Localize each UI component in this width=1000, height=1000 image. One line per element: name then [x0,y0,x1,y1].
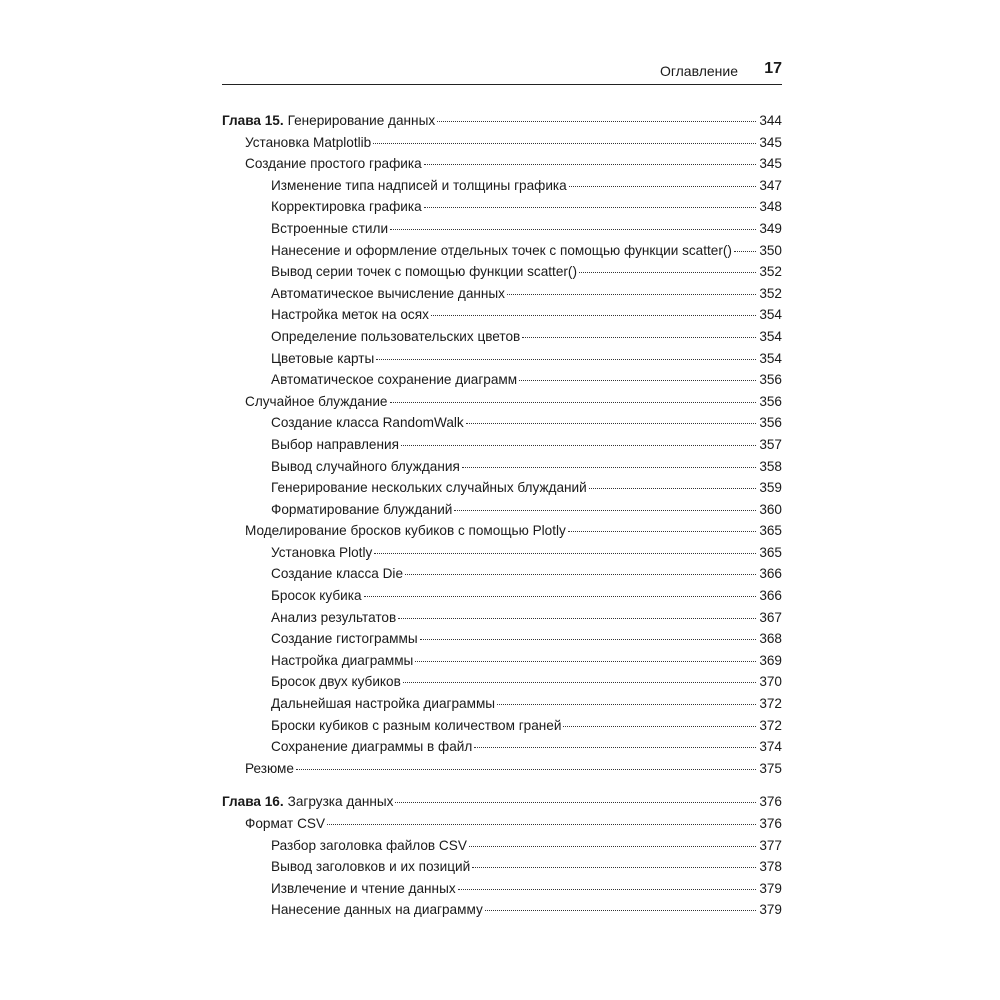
entry-title: Генерирование нескольких случайных блужданий [271,480,587,496]
dot-leader [497,704,756,705]
toc-subsection-entry[interactable] [222,240,782,262]
toc-subsection-entry[interactable] [222,585,782,607]
dot-leader [579,272,756,273]
toc-subsection-entry[interactable] [222,477,782,499]
page-number: 356 [759,415,782,431]
dot-leader [469,846,756,847]
entry-title: Цветовые карты [271,350,375,366]
page-number: 369 [759,652,782,668]
dot-leader [472,867,756,868]
dot-leader [474,747,756,748]
dot-leader [376,359,756,360]
dot-leader [569,186,756,187]
dot-leader [466,423,756,424]
entry-title: Создание класса RandomWalk [271,415,464,431]
dot-leader [431,315,756,316]
entry-title: Установка Plotly [271,544,373,560]
table-of-contents [222,110,782,921]
page-number: 370 [759,674,782,690]
dot-leader [522,337,756,338]
page-number: 345 [759,134,782,150]
toc-subsection-entry[interactable] [222,650,782,672]
page-number: 354 [759,328,782,344]
dot-leader [403,682,756,683]
entry-title: Создание простого графика [245,156,422,172]
running-header [222,58,782,85]
dot-leader [424,207,756,208]
page-number: 376 [759,816,782,831]
page-number: 372 [759,696,782,712]
toc-subsection-entry[interactable] [222,899,782,921]
page-number: 379 [759,880,782,896]
toc-subsection-entry[interactable] [222,412,782,434]
page-number: 349 [759,220,782,236]
dot-leader [519,380,756,381]
dot-leader [420,639,756,640]
entry-title: Настройка меток на осях [271,307,429,323]
page-number: 345 [759,156,782,172]
entry-title: Вывод случайного блуждания [271,458,460,474]
page-number: 358 [759,458,782,474]
entry-title: Формат CSV [245,816,326,831]
page-number: 360 [759,501,782,517]
page-number: 350 [759,242,782,258]
entry-title: Создание класса Die [271,566,404,582]
dot-leader [485,910,756,911]
page-number: 376 [759,794,782,810]
header-page-number: 17 [764,60,782,77]
page-number: 356 [759,372,782,388]
toc-subsection-entry[interactable] [222,196,782,218]
dot-leader [462,467,756,468]
toc-section-entry[interactable] [222,391,782,413]
toc-section-entry[interactable] [222,758,782,780]
toc-subsection-entry[interactable] [222,563,782,585]
dot-leader [401,445,756,446]
toc-subsection-entry[interactable] [222,304,782,326]
toc-subsection-entry[interactable] [222,434,782,456]
toc-chapter-entry[interactable] [222,791,782,813]
entry-title: Корректировка графика [271,199,422,215]
toc-subsection-entry[interactable] [222,261,782,283]
page-number: 352 [759,285,782,301]
page-number: 354 [759,350,782,366]
toc-section-entry[interactable] [222,153,782,175]
chapter-label: Глава 15. [222,113,284,128]
dot-leader [458,889,756,890]
toc-subsection-entry[interactable] [222,628,782,650]
dot-leader [507,294,756,295]
entry-title: Настройка диаграммы [271,652,414,668]
entry-title: Вывод заголовков и их позиций [271,859,471,875]
page-number: 365 [759,523,782,539]
toc-section-entry[interactable] [222,813,782,835]
dot-leader [454,510,756,511]
toc-subsection-entry[interactable] [222,326,782,348]
dot-leader [395,802,756,803]
dot-leader [364,596,756,597]
chapter-gap [222,779,782,791]
page-number: 365 [759,544,782,560]
dot-leader [405,574,756,575]
entry-title: Резюме [245,760,294,776]
dot-leader [390,402,757,403]
dot-leader [563,726,756,727]
toc-subsection-entry[interactable] [222,878,782,900]
page-number: 347 [759,177,782,193]
toc-subsection-entry[interactable] [222,348,782,370]
header-title: Оглавление [659,63,738,79]
page-number: 366 [759,566,782,582]
toc-section-entry[interactable] [222,520,782,542]
page-number: 352 [759,264,782,280]
chapter-title: Загрузка данных [287,794,394,810]
entry-title: Выбор направления [271,436,399,452]
chapter-label: Глава 16. [222,794,284,810]
dot-leader [568,531,756,532]
entry-title: Создание гистограммы [271,631,418,647]
toc-section-entry[interactable] [222,132,782,154]
entry-title: Случайное блуждание [245,393,388,409]
dot-leader [424,164,756,165]
toc-subsection-entry[interactable] [222,175,782,197]
page-number: 367 [759,609,782,625]
dot-leader [415,661,756,662]
toc-subsection-entry[interactable] [222,715,782,737]
page-number: 378 [759,859,782,875]
page-number: 356 [759,393,782,409]
toc-subsection-entry[interactable] [222,283,782,305]
entry-title: Анализ результатов [271,609,397,625]
entry-title: Автоматическое сохранение диаграмм [271,372,518,388]
dot-leader [589,488,756,489]
entry-title: Броски кубиков с разным количеством граней [271,717,562,733]
toc-subsection-entry[interactable] [222,607,782,629]
entry-title: Нанесение и оформление отдельных точек с помощью функции scatter() [271,242,732,258]
page-number: 368 [759,631,782,647]
toc-subsection-entry[interactable] [222,671,782,693]
page-number: 366 [759,588,782,604]
toc-subsection-entry[interactable] [222,369,782,391]
page-number: 379 [759,902,782,918]
page-number: 375 [759,760,782,776]
entry-title: Моделирование бросков кубиков с помощью Plotly [245,523,566,539]
page-number: 377 [759,837,782,853]
entry-title: Разбор заголовка файлов CSV [271,837,467,853]
dot-leader [437,121,756,122]
toc-subsection-entry[interactable] [222,218,782,240]
dot-leader [374,553,756,554]
entry-title: Встроенные стили [271,220,389,236]
entry-title: Бросок двух кубиков [271,674,401,690]
entry-title: Вывод серии точек с помощью функции scatter() [271,264,577,280]
toc-subsection-entry[interactable] [222,835,782,857]
dot-leader [373,143,756,144]
page-number: 354 [759,307,782,323]
toc-subsection-entry[interactable] [222,499,782,521]
dot-leader [296,769,756,770]
entry-title: Бросок кубика [271,588,362,604]
page-number: 357 [759,436,782,452]
entry-title: Автоматическое вычисление данных [271,285,505,301]
toc-subsection-entry[interactable] [222,856,782,878]
toc-chapter-entry[interactable] [222,110,782,132]
entry-title: Установка Matplotlib [245,134,372,150]
toc-subsection-entry[interactable] [222,736,782,758]
dot-leader [398,618,756,619]
page-number: 374 [759,739,782,755]
dot-leader [390,229,756,230]
dot-leader [734,251,756,252]
entry-title: Изменение типа надписей и толщины графика [271,177,567,193]
entry-title: Определение пользовательских цветов [271,328,521,344]
page-number: 344 [759,113,782,128]
entry-title: Извлечение и чтение данных [271,880,456,896]
toc-subsection-entry[interactable] [222,542,782,564]
toc-subsection-entry[interactable] [222,456,782,478]
entry-title: Сохранение диаграммы в файл [271,739,473,755]
dot-leader [327,824,756,825]
page-number: 372 [759,717,782,733]
toc-subsection-entry[interactable] [222,693,782,715]
page-number: 359 [759,480,782,496]
entry-title: Форматирование блужданий [271,501,453,517]
chapter-title: Генерирование данных [287,113,436,128]
entry-title: Дальнейшая настройка диаграммы [271,696,496,712]
page-number: 348 [759,199,782,215]
entry-title: Нанесение данных на диаграмму [271,902,483,918]
